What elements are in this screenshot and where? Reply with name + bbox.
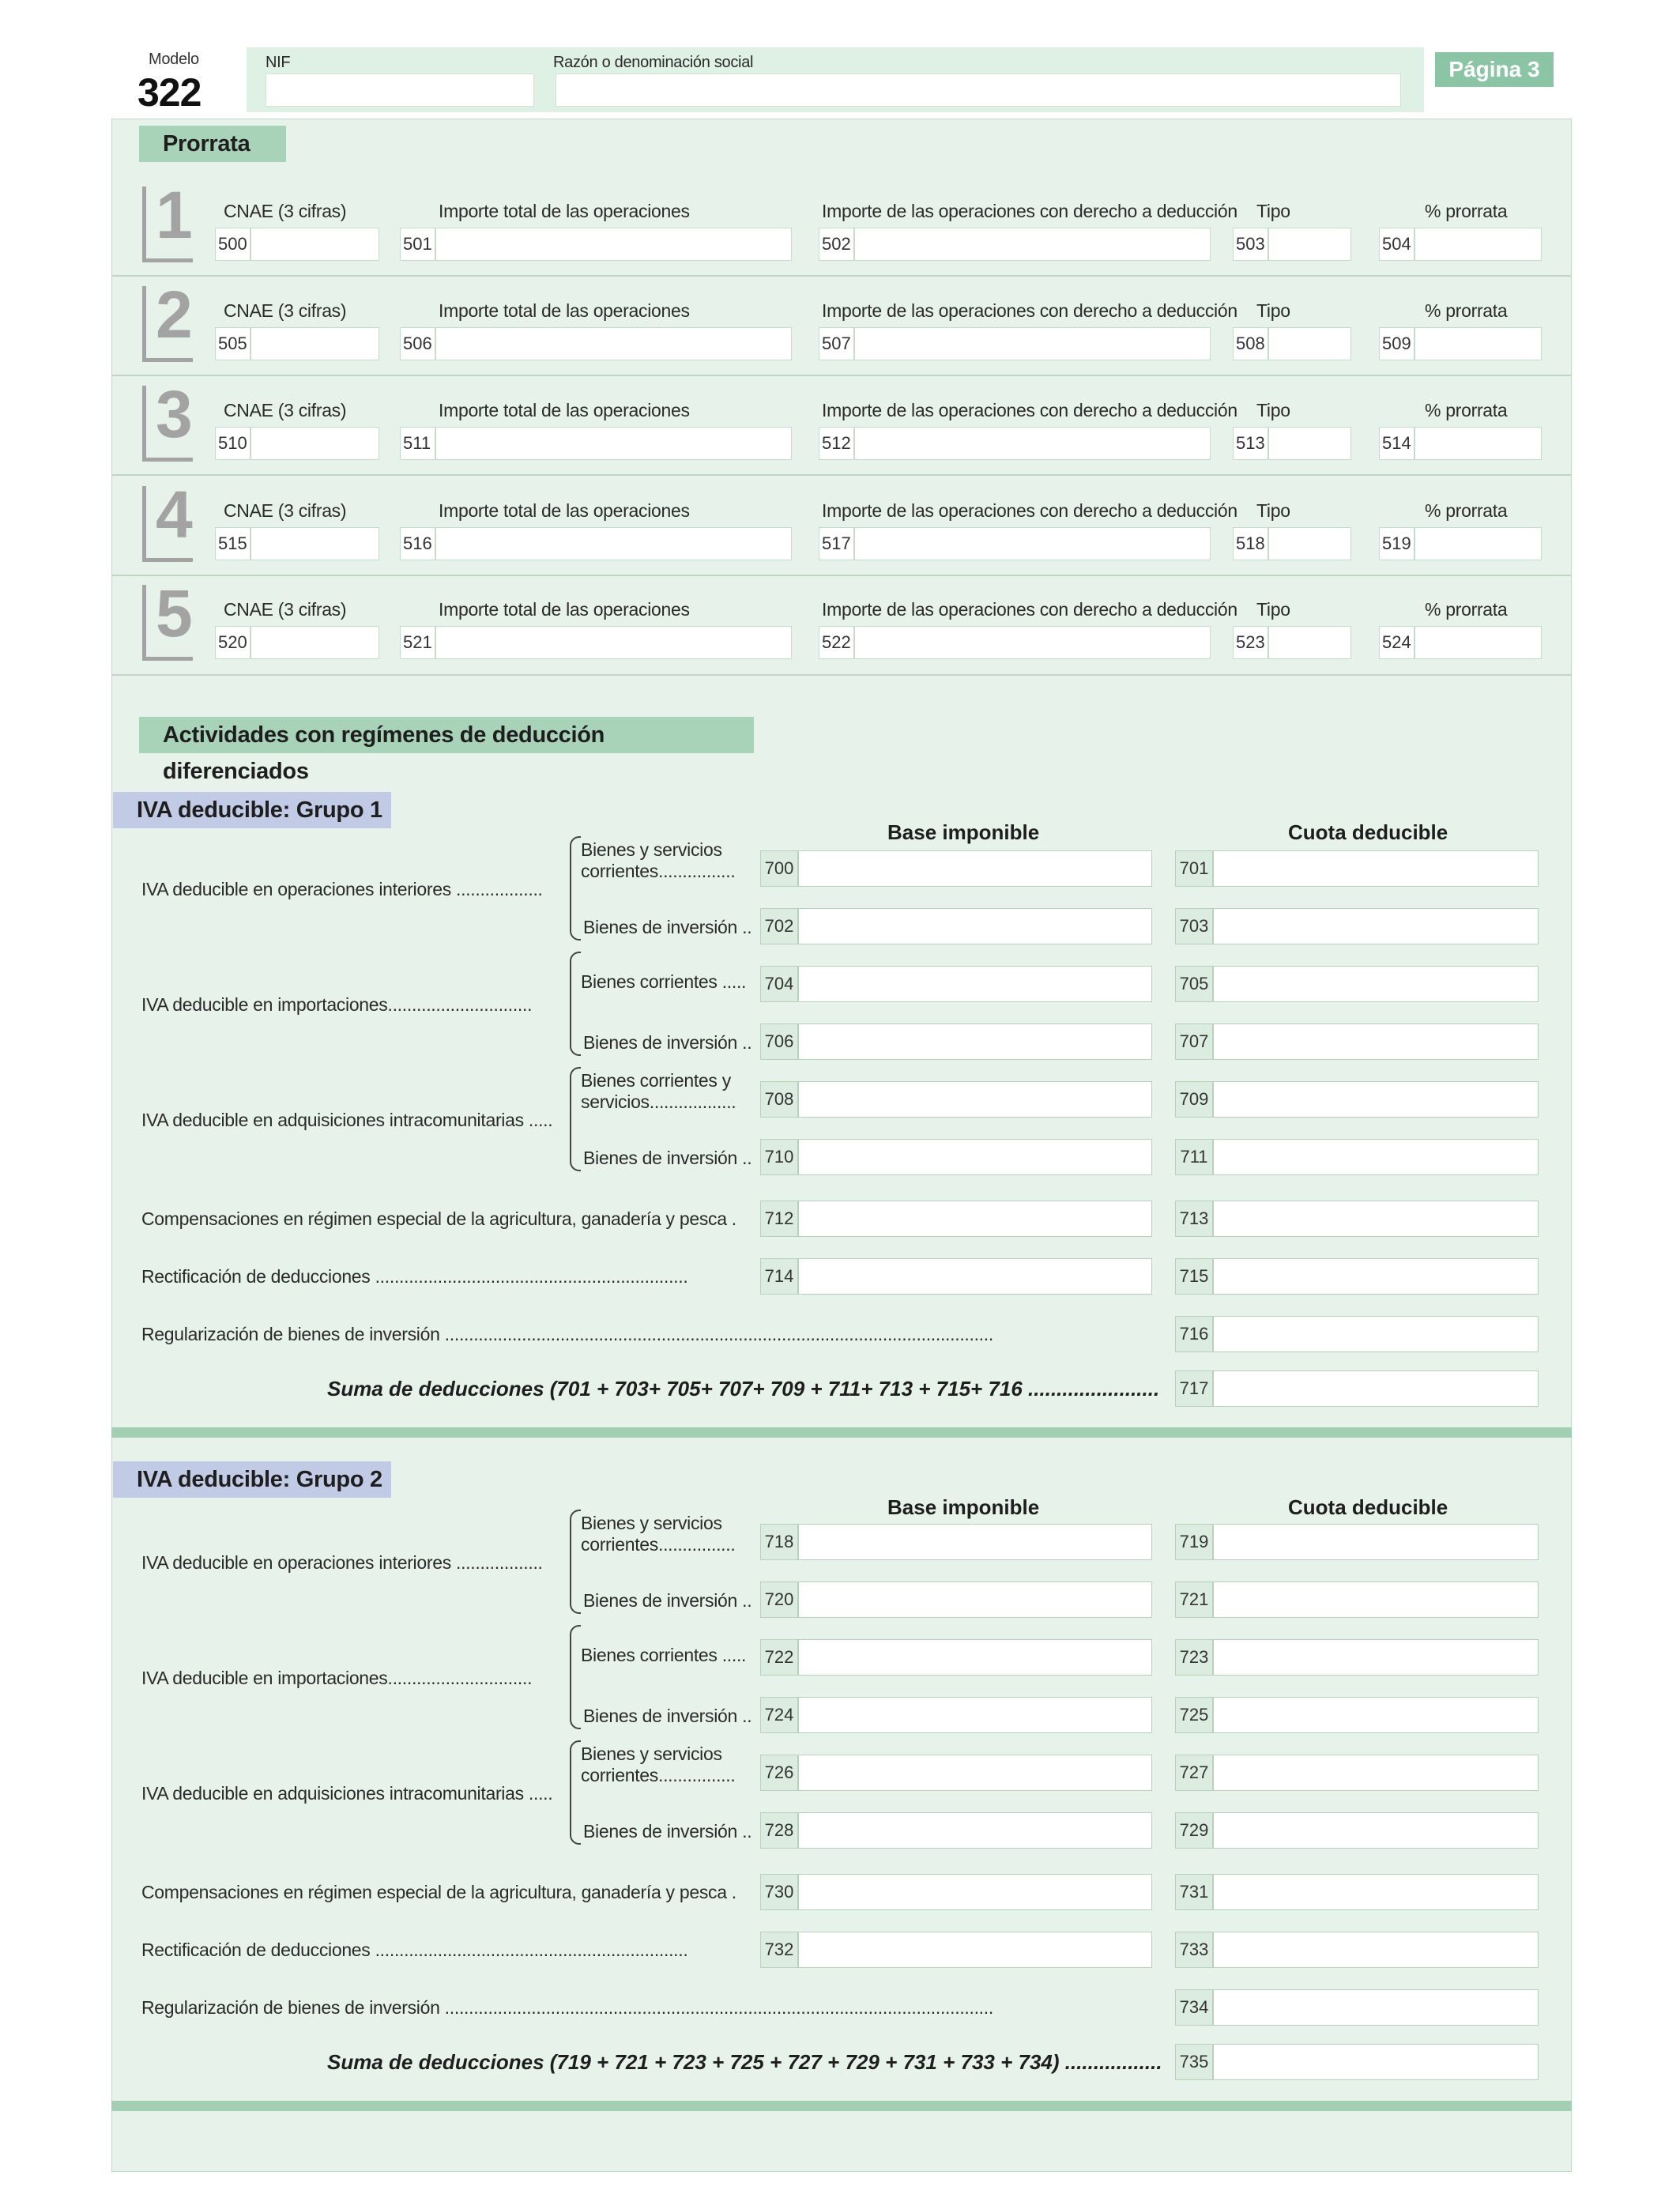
prorrata-row-number [142,477,193,562]
cuota-deducible-input[interactable] [1213,1370,1539,1407]
cuota-deducible-input[interactable] [1213,1812,1539,1849]
base-imponible-input[interactable] [798,1524,1152,1560]
suma-deducciones-label: Suma de deducciones (701 + 703+ 705+ 707+ 709 + 711+ 713 + 715+ 716 ....................... [327,1377,1160,1400]
prorrata-row-number [142,576,193,661]
base-imponible-code: 714 [760,1258,798,1295]
cuota-deducible-code: 735 [1175,2044,1213,2080]
divider [111,575,1572,576]
prorrata-input[interactable] [819,327,1211,360]
prorrata-box-code: 500 [215,228,251,261]
razon-social-field[interactable] [556,74,1401,107]
prorrata-box-code: 518 [1233,527,1269,560]
cuota-deducible-input[interactable] [1213,1316,1539,1352]
base-imponible-input[interactable] [798,1755,1152,1791]
sub-label: Bienes corrientes ..... [581,971,747,992]
prorrata-box-code: 520 [215,626,251,659]
prorrata-box-code: 511 [400,427,436,460]
sub-label: Bienes corrientes y [581,1070,731,1091]
cuota-deducible-input[interactable] [1213,1023,1539,1060]
prorrata-col-label: Importe de las operaciones con derecho a deducción [822,300,1237,321]
prorrata-box-code: 515 [215,527,251,560]
bracket [570,1510,581,1614]
base-imponible-code: 732 [760,1932,798,1968]
sub-label: corrientes................ [581,861,736,881]
sub-label: corrientes................ [581,1534,736,1555]
cuota-deducible-input[interactable] [1213,1989,1539,2026]
group1-col-cuota: Cuota deducible [1288,820,1448,844]
prorrata-box-code: 504 [1379,228,1415,261]
nif-label: NIF [266,54,291,71]
prorrata-box-code: 509 [1379,327,1415,360]
sub-label: Bienes de inversión .. [583,1590,752,1611]
sub-label: Bienes y servicios [581,839,722,860]
prorrata-col-label: % prorrata [1425,201,1508,221]
group1-title: IVA deducible: Grupo 1 [113,792,391,828]
sub-label: servicios.................. [581,1091,736,1112]
prorrata-col-label: CNAE (3 cifras) [224,201,347,221]
cuota-deducible-input[interactable] [1213,1258,1539,1295]
cuota-deducible-code: 723 [1175,1639,1213,1676]
prorrata-box-code: 514 [1379,427,1415,460]
row-label: IVA deducible en adquisiciones intracomunitarias ..... [141,1110,553,1130]
cuota-deducible-input[interactable] [1213,1524,1539,1560]
base-imponible-code: 712 [760,1201,798,1237]
modelo-label: Modelo [149,51,199,68]
cuota-deducible-input[interactable] [1213,1139,1539,1175]
sub-label: Bienes de inversión .. [583,917,752,937]
prorrata-col-label: Tipo [1256,201,1290,221]
base-imponible-input[interactable] [798,1639,1152,1676]
base-imponible-code: 728 [760,1812,798,1849]
cuota-deducible-input[interactable] [1213,1581,1539,1618]
sub-label: Bienes y servicios [581,1744,722,1764]
cuota-deducible-code: 705 [1175,966,1213,1002]
row-label-rectificacion: Rectificación de deducciones ................................................................. [141,1266,688,1287]
cuota-deducible-code: 717 [1175,1370,1213,1407]
prorrata-col-label: Importe total de las operaciones [439,201,690,221]
base-imponible-input[interactable] [798,1023,1152,1060]
prorrata-box-code: 523 [1233,626,1269,659]
prorrata-col-label: Importe total de las operaciones [439,500,690,521]
base-imponible-input[interactable] [798,966,1152,1002]
divider [111,275,1572,277]
sub-label: Bienes de inversión .. [583,1706,752,1726]
cuota-deducible-input[interactable] [1213,1639,1539,1676]
prorrata-input[interactable] [819,527,1211,560]
base-imponible-input[interactable] [798,908,1152,944]
sub-label: corrientes................ [581,1765,736,1785]
bracket [570,1625,581,1729]
prorrata-box-code: 519 [1379,527,1415,560]
cuota-deducible-input[interactable] [1213,1874,1539,1910]
prorrata-col-label: CNAE (3 cifras) [224,500,347,521]
base-imponible-code: 708 [760,1081,798,1118]
prorrata-col-label: Tipo [1256,300,1290,321]
sub-label: Bienes corrientes ..... [581,1645,747,1665]
bracket [570,1740,581,1845]
prorrata-box-code: 513 [1233,427,1269,460]
prorrata-box-code: 521 [400,626,436,659]
prorrata-row-number-text: 4 [156,477,193,552]
prorrata-box-code: 502 [819,228,855,261]
prorrata-box-code: 517 [819,527,855,560]
cuota-deducible-code: 725 [1175,1697,1213,1733]
group2-col-base: Base imponible [887,1495,1040,1519]
prorrata-box-code: 506 [400,327,436,360]
cuota-deducible-code: 703 [1175,908,1213,944]
prorrata-col-label: % prorrata [1425,300,1508,321]
bracket [570,952,581,1056]
cuota-deducible-input[interactable] [1213,2044,1539,2080]
prorrata-input[interactable] [819,427,1211,460]
bracket [570,836,581,941]
cuota-deducible-code: 721 [1175,1581,1213,1618]
prorrata-col-label: Importe de las operaciones con derecho a deducción [822,400,1237,420]
prorrata-col-label: Importe total de las operaciones [439,400,690,420]
prorrata-col-label: Importe de las operaciones con derecho a deducción [822,500,1237,521]
prorrata-input[interactable] [400,527,792,560]
base-imponible-input[interactable] [798,1201,1152,1237]
cuota-deducible-input[interactable] [1213,1697,1539,1733]
prorrata-col-label: Importe de las operaciones con derecho a deducción [822,599,1237,620]
page-number-badge: Página 3 [1435,52,1554,87]
cuota-deducible-code: 716 [1175,1316,1213,1352]
cuota-deducible-code: 707 [1175,1023,1213,1060]
cuota-deducible-input[interactable] [1213,1201,1539,1237]
razon-social-label: Razón o denominación social [553,54,754,71]
base-imponible-code: 702 [760,908,798,944]
group2-col-cuota: Cuota deducible [1288,1495,1448,1519]
base-imponible-code: 718 [760,1524,798,1560]
base-imponible-code: 700 [760,850,798,887]
base-imponible-code: 706 [760,1023,798,1060]
cuota-deducible-code: 709 [1175,1081,1213,1118]
prorrata-row-number-text: 1 [156,178,193,252]
prorrata-input[interactable] [400,626,792,659]
base-imponible-input[interactable] [798,1697,1152,1733]
cuota-deducible-code: 733 [1175,1932,1213,1968]
cuota-deducible-code: 719 [1175,1524,1213,1560]
base-imponible-code: 730 [760,1874,798,1910]
prorrata-col-label: Tipo [1256,500,1290,521]
base-imponible-code: 722 [760,1639,798,1676]
prorrata-input[interactable] [400,427,792,460]
base-imponible-input[interactable] [798,1139,1152,1175]
cuota-deducible-code: 711 [1175,1139,1213,1175]
base-imponible-input[interactable] [798,1258,1152,1295]
prorrata-box-code: 516 [400,527,436,560]
row-label-compensaciones: Compensaciones en régimen especial de la agricultura, ganadería y pesca . [141,1882,736,1902]
modelo-number: 322 [137,70,202,115]
row-label: IVA deducible en importaciones.............................. [141,994,533,1015]
prorrata-col-label: % prorrata [1425,400,1508,420]
cuota-deducible-input[interactable] [1213,850,1539,887]
prorrata-row-number [142,277,193,362]
cuota-deducible-input[interactable] [1213,1081,1539,1118]
prorrata-box-code: 512 [819,427,855,460]
prorrata-box-code: 522 [819,626,855,659]
prorrata-input[interactable] [819,228,1211,261]
base-imponible-code: 724 [760,1697,798,1733]
prorrata-box-code: 510 [215,427,251,460]
prorrata-row-number-text: 2 [156,277,193,352]
sub-label: Bienes de inversión .. [583,1821,752,1842]
prorrata-col-label: Tipo [1256,599,1290,620]
row-label-regularizacion: Regularización de bienes de inversión .................................................................................................................. [141,1997,993,2018]
cuota-deducible-code: 731 [1175,1874,1213,1910]
divider [111,375,1572,376]
base-imponible-input[interactable] [798,1932,1152,1968]
row-label-regularizacion: Regularización de bienes de inversión .................................................................................................................. [141,1324,993,1344]
group-separator-band [111,2101,1572,2111]
row-label: IVA deducible en importaciones.............................. [141,1668,533,1688]
prorrata-input[interactable] [400,327,792,360]
cuota-deducible-code: 701 [1175,850,1213,887]
prorrata-row-number [142,178,193,262]
prorrata-col-label: % prorrata [1425,599,1508,620]
prorrata-row-number [142,377,193,462]
sub-label: Bienes de inversión .. [583,1148,752,1168]
row-label: IVA deducible en operaciones interiores .................. [141,879,543,899]
sub-label: Bienes de inversión .. [583,1032,752,1053]
base-imponible-input[interactable] [798,1081,1152,1118]
base-imponible-code: 720 [760,1581,798,1618]
group-separator-band [111,1427,1572,1438]
cuota-deducible-input[interactable] [1213,966,1539,1002]
suma-deducciones-label: Suma de deducciones (719 + 721 + 723 + 725 + 727 + 729 + 731 + 733 + 734) ................. [327,2050,1162,2074]
section-title-actividades: Actividades con regímenes de deducción diferenciados [139,717,754,753]
cuota-deducible-code: 734 [1175,1989,1213,2026]
group1-col-base: Base imponible [887,820,1040,844]
cuota-deducible-input[interactable] [1213,1755,1539,1791]
sub-label: Bienes y servicios [581,1513,722,1533]
base-imponible-input[interactable] [798,1874,1152,1910]
prorrata-box-code: 508 [1233,327,1269,360]
cuota-deducible-code: 729 [1175,1812,1213,1849]
row-label: IVA deducible en adquisiciones intracomunitarias ..... [141,1783,553,1804]
cuota-deducible-code: 713 [1175,1201,1213,1237]
bracket [570,1067,581,1171]
section-title-prorrata: Prorrata [139,126,286,162]
base-imponible-input[interactable] [798,1812,1152,1849]
prorrata-col-label: CNAE (3 cifras) [224,599,347,620]
prorrata-box-code: 501 [400,228,436,261]
base-imponible-code: 704 [760,966,798,1002]
base-imponible-input[interactable] [798,850,1152,887]
row-label-compensaciones: Compensaciones en régimen especial de la agricultura, ganadería y pesca . [141,1208,736,1229]
group2-title: IVA deducible: Grupo 2 [113,1461,391,1498]
row-label: IVA deducible en operaciones interiores .................. [141,1552,543,1573]
prorrata-input[interactable] [400,228,792,261]
prorrata-box-code: 507 [819,327,855,360]
cuota-deducible-input[interactable] [1213,908,1539,944]
prorrata-col-label: CNAE (3 cifras) [224,400,347,420]
prorrata-col-label: Importe de las operaciones con derecho a deducción [822,201,1237,221]
row-label-rectificacion: Rectificación de deducciones ................................................................. [141,1940,688,1960]
base-imponible-code: 710 [760,1139,798,1175]
prorrata-box-code: 503 [1233,228,1269,261]
prorrata-row-number-text: 3 [156,377,193,451]
cuota-deducible-code: 715 [1175,1258,1213,1295]
base-imponible-code: 726 [760,1755,798,1791]
prorrata-row-number-text: 5 [156,576,193,650]
prorrata-col-label: Importe total de las operaciones [439,300,690,321]
prorrata-col-label: Tipo [1256,400,1290,420]
base-imponible-input[interactable] [798,1581,1152,1618]
nif-field[interactable] [266,74,534,107]
prorrata-box-code: 505 [215,327,251,360]
divider [111,674,1572,676]
cuota-deducible-input[interactable] [1213,1932,1539,1968]
divider [111,474,1572,476]
prorrata-input[interactable] [819,626,1211,659]
prorrata-col-label: Importe total de las operaciones [439,599,690,620]
prorrata-box-code: 524 [1379,626,1415,659]
cuota-deducible-code: 727 [1175,1755,1213,1791]
prorrata-col-label: CNAE (3 cifras) [224,300,347,321]
prorrata-col-label: % prorrata [1425,500,1508,521]
